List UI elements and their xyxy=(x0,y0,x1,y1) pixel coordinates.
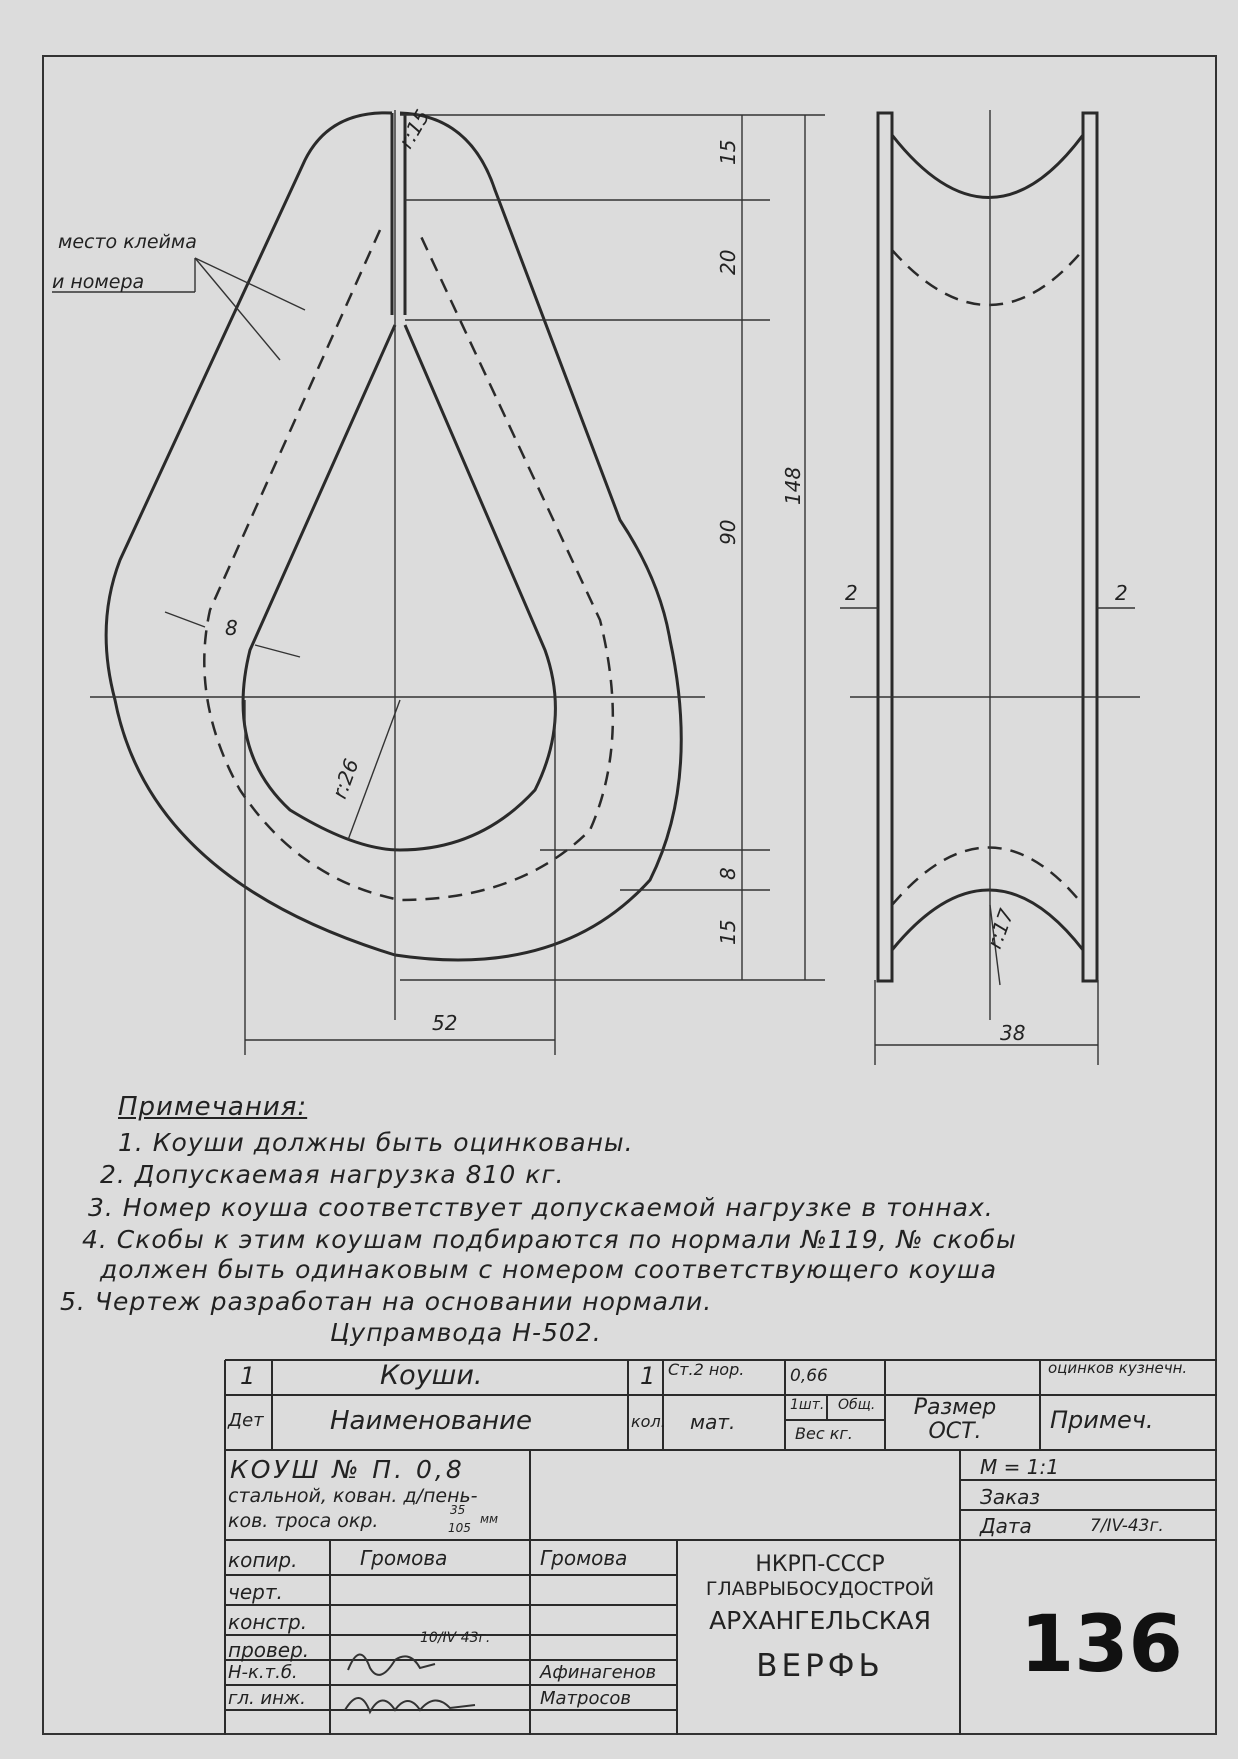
part-fraction-num: 35 xyxy=(450,1503,466,1517)
role-head-sign: 10/IV 43г. xyxy=(420,1630,491,1646)
org-shipyard: АРХАНГЕЛЬСКАЯ xyxy=(709,1606,931,1635)
spec-name: Коуши. xyxy=(380,1360,483,1391)
dim-52: 52 xyxy=(432,1011,458,1035)
part-unit: мм xyxy=(480,1512,499,1526)
role-copier: копир. xyxy=(228,1548,298,1572)
side-view-top-groove xyxy=(892,135,1083,198)
dim-8-wall: 8 xyxy=(225,616,238,640)
role-chief: гл. инж. xyxy=(228,1688,306,1709)
note-2: 2. Допускаемая нагрузка 810 кг. xyxy=(100,1160,565,1189)
role-chief-name: Матросов xyxy=(540,1688,632,1709)
spec-weight-one: 0,66 xyxy=(790,1366,828,1386)
role-head: Н-к.т.б. xyxy=(228,1662,298,1683)
role-drafter: черт. xyxy=(228,1580,283,1604)
note-5-ref: Цупрамвода Н-502. xyxy=(330,1318,602,1347)
dim-20: 20 xyxy=(716,249,740,275)
date-label: Дата xyxy=(980,1514,1032,1538)
role-designer: констр. xyxy=(228,1610,308,1634)
note-3: 3. Номер коуша соответствует допускаемой нагрузке в тоннах. xyxy=(88,1193,994,1222)
note-1: 1. Коуши должны быть оцинкованы. xyxy=(118,1128,634,1157)
header-det: Дет xyxy=(228,1410,264,1431)
note-5: 5. Чертеж разработан на основании нормали. xyxy=(60,1287,713,1316)
header-name: Наименование xyxy=(330,1406,533,1436)
role-copier-name: Громова xyxy=(540,1546,628,1570)
role-head-name: Афинагенов xyxy=(540,1662,657,1683)
notes-heading: Примечания: xyxy=(118,1092,308,1122)
spec-det: 1 xyxy=(240,1362,256,1390)
note-4: 4. Скобы к этим коушам подбираются по нормали №119, № скобы xyxy=(82,1225,1017,1254)
header-size: Размер ОСТ. xyxy=(913,1395,997,1444)
side-view-right-flange xyxy=(1083,113,1097,981)
spec-material: Ст.2 нор. xyxy=(668,1360,745,1379)
spec-qty: 1 xyxy=(640,1362,656,1390)
part-title: КОУШ № П. 0,8 xyxy=(230,1455,465,1484)
org-shipyard-2: ВЕРФЬ xyxy=(756,1648,884,1684)
dim-r26: r:26 xyxy=(327,755,364,802)
scale: М = 1:1 xyxy=(980,1455,1059,1479)
callout-stamp-place: место клейма xyxy=(58,231,197,253)
note-4-cont: должен быть одинаковым с номером соответствующего коуша xyxy=(100,1255,998,1284)
dim-15-bottom: 15 xyxy=(716,919,740,945)
dim-90: 90 xyxy=(716,519,740,545)
dim-2-right: 2 xyxy=(1115,581,1128,605)
dim-2-left: 2 xyxy=(845,581,858,605)
spec-note: оцинков кузнечн. xyxy=(1048,1359,1188,1377)
part-desc-1: стальной, кован. д/пень- xyxy=(228,1485,478,1507)
signatures xyxy=(340,1630,530,1730)
header-material: мат. xyxy=(690,1410,736,1434)
org-ministry: НКРП-СССР xyxy=(755,1552,885,1577)
header-qty: кол. xyxy=(631,1412,666,1431)
part-fraction-den: 105 xyxy=(448,1521,471,1535)
header-weight-caption: Вес кг. xyxy=(795,1424,853,1443)
order: Заказ xyxy=(980,1485,1041,1509)
thimble-inner-outline xyxy=(243,325,555,850)
header-note: Примеч. xyxy=(1050,1406,1154,1434)
dim-38: 38 xyxy=(1000,1021,1026,1045)
callout-stamp-number: и номера xyxy=(52,271,145,293)
dim-r15: r:15 xyxy=(393,105,435,153)
date-value: 7/IV-43г. xyxy=(1090,1516,1164,1536)
role-copier-sign: Громова xyxy=(360,1546,448,1570)
dim-15-top: 15 xyxy=(716,139,740,165)
part-desc-2: ков. троса окр. xyxy=(228,1510,379,1532)
role-checker: провер. xyxy=(228,1638,310,1662)
org-department: ГЛАВРЫБОСУДОСТРОЙ xyxy=(705,1578,935,1600)
sheet-number: 136 xyxy=(1020,1600,1183,1690)
header-weight-one: 1шт. xyxy=(790,1397,825,1413)
dim-8-bottom: 8 xyxy=(716,867,740,880)
dim-r17: r:17 xyxy=(982,905,1019,952)
side-view-left-flange xyxy=(878,113,892,981)
dim-148: 148 xyxy=(781,466,805,505)
header-weight-total: Общ. xyxy=(838,1397,876,1413)
